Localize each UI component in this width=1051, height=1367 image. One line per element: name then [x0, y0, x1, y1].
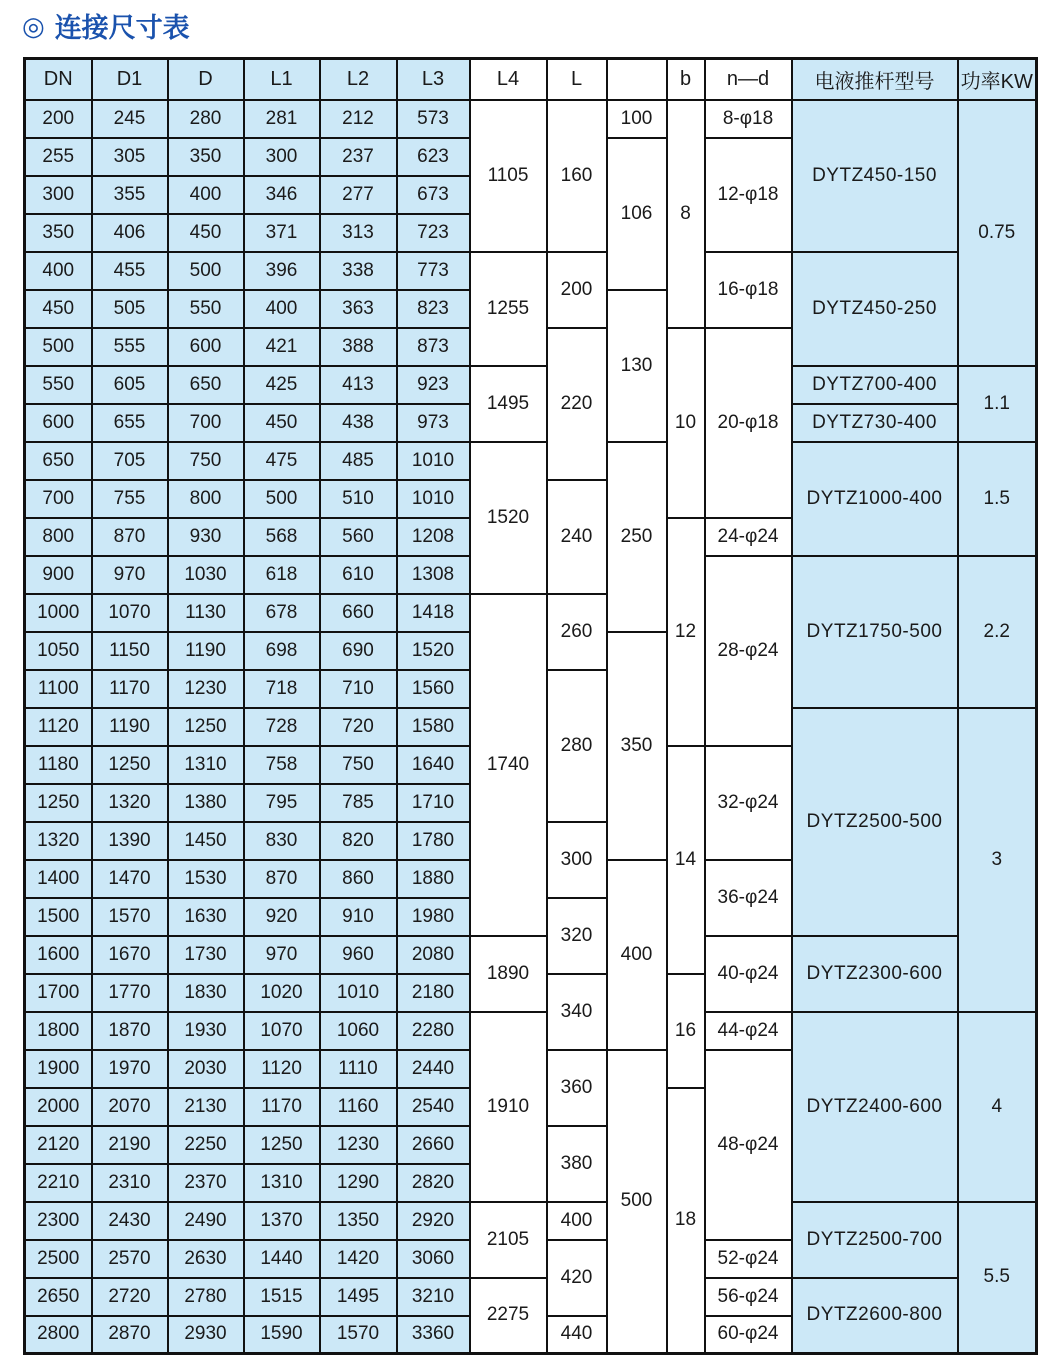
cell-d1: 1070: [92, 594, 168, 632]
cell-dn: 2500: [25, 1240, 92, 1278]
cell-l1: 1120: [244, 1050, 320, 1088]
cell-model: DYTZ2600-800: [792, 1278, 958, 1354]
cell-l1: 568: [244, 518, 320, 556]
cell-l1: 346: [244, 176, 320, 214]
cell-b: 14: [667, 746, 705, 974]
cell-d: 800: [168, 480, 244, 518]
cell-dn: 400: [25, 252, 92, 290]
cell-l3: 1010: [397, 480, 470, 518]
cell-dn: 1320: [25, 822, 92, 860]
cell-dn: 1180: [25, 746, 92, 784]
cell-l3: 623: [397, 138, 470, 176]
cell-d: 2930: [168, 1316, 244, 1354]
cell-dn: 600: [25, 404, 92, 442]
cell-l3: 1780: [397, 822, 470, 860]
column-header-nd: n—d: [705, 59, 792, 100]
cell-nd: 24-φ24: [705, 518, 792, 556]
header-row: [25, 59, 1037, 100]
cell-dn: 800: [25, 518, 92, 556]
cell-b: 16: [667, 974, 705, 1088]
cell-l: 360: [547, 1050, 607, 1126]
column-header-l: L: [547, 59, 607, 100]
table-row: [25, 1202, 1037, 1240]
cell-nd: 56-φ24: [705, 1278, 792, 1316]
table-row: [25, 442, 1037, 480]
cell-l2: 313: [320, 214, 397, 252]
cell-power: 4: [958, 1012, 1037, 1202]
cell-l: 440: [547, 1316, 607, 1354]
cell-l3: 573: [397, 100, 470, 138]
cell-l2: 785: [320, 784, 397, 822]
cell-l2: 610: [320, 556, 397, 594]
cell-model: DYTZ2500-500: [792, 708, 958, 936]
cell-l1: 396: [244, 252, 320, 290]
cell-b: 10: [667, 328, 705, 518]
column-header-d: D: [168, 59, 244, 100]
page-title: [22, 6, 190, 45]
cell-d1: 2720: [92, 1278, 168, 1316]
cell-dn: 1500: [25, 898, 92, 936]
table-row: [25, 100, 1037, 138]
cell-dn: 1250: [25, 784, 92, 822]
column-header-b: b: [667, 59, 705, 100]
cell-model: DYTZ1750-500: [792, 556, 958, 708]
cell-dn: 2800: [25, 1316, 92, 1354]
cell-d: 1380: [168, 784, 244, 822]
cell-dn: 1800: [25, 1012, 92, 1050]
cell-l: 400: [547, 1202, 607, 1240]
table-row: [25, 936, 1037, 974]
cell-l2: 413: [320, 366, 397, 404]
cell-l2: 710: [320, 670, 397, 708]
cell-l4: 1105: [470, 100, 547, 252]
cell-l1: 400: [244, 290, 320, 328]
cell-l2: 1160: [320, 1088, 397, 1126]
cell-dn: 1120: [25, 708, 92, 746]
table-row: [25, 366, 1037, 404]
cell-l3: 773: [397, 252, 470, 290]
cell-dn: 550: [25, 366, 92, 404]
cell-d1: 755: [92, 480, 168, 518]
cell-l1: 1310: [244, 1164, 320, 1202]
cell-dn: 700: [25, 480, 92, 518]
cell-l1: 500: [244, 480, 320, 518]
cell-l4: 1740: [470, 594, 547, 936]
cell-model: DYTZ450-250: [792, 252, 958, 366]
cell-l2: 1010: [320, 974, 397, 1012]
cell-l3: 973: [397, 404, 470, 442]
cell-d: 2490: [168, 1202, 244, 1240]
cell-l: 240: [547, 480, 607, 594]
cell-d1: 1670: [92, 936, 168, 974]
cell-l1: 920: [244, 898, 320, 936]
cell-d1: 305: [92, 138, 168, 176]
cell-dn: 1400: [25, 860, 92, 898]
cell-nd: 12-φ18: [705, 138, 792, 252]
cell-d1: 1570: [92, 898, 168, 936]
table-row: [25, 252, 1037, 290]
cell-nd: 28-φ24: [705, 556, 792, 746]
cell-power: 1.5: [958, 442, 1037, 556]
cell-b: 12: [667, 518, 705, 746]
cell-l2: 485: [320, 442, 397, 480]
cell-l1: 618: [244, 556, 320, 594]
table-row: [25, 1278, 1037, 1316]
cell-l1: 970: [244, 936, 320, 974]
cell-h: 130: [607, 290, 667, 442]
cell-d: 1250: [168, 708, 244, 746]
cell-l2: 1110: [320, 1050, 397, 1088]
cell-d1: 1770: [92, 974, 168, 1012]
connection-dimensions-table: [23, 57, 1038, 1355]
cell-dn: 200: [25, 100, 92, 138]
cell-dn: 300: [25, 176, 92, 214]
cell-l: 200: [547, 252, 607, 328]
cell-l4: 1910: [470, 1012, 547, 1202]
cell-l: 340: [547, 974, 607, 1050]
cell-d: 750: [168, 442, 244, 480]
cell-l2: 338: [320, 252, 397, 290]
cell-dn: 1600: [25, 936, 92, 974]
cell-l: 420: [547, 1240, 607, 1316]
cell-dn: 2000: [25, 1088, 92, 1126]
cell-b: 8: [667, 100, 705, 328]
cell-d: 550: [168, 290, 244, 328]
column-header-l3: L3: [397, 59, 470, 100]
cell-l1: 300: [244, 138, 320, 176]
cell-b: 18: [667, 1088, 705, 1354]
cell-d: 2370: [168, 1164, 244, 1202]
cell-d1: 1970: [92, 1050, 168, 1088]
cell-l3: 1560: [397, 670, 470, 708]
cell-d: 1730: [168, 936, 244, 974]
cell-l1: 678: [244, 594, 320, 632]
cell-dn: 2650: [25, 1278, 92, 1316]
cell-l2: 1495: [320, 1278, 397, 1316]
cell-dn: 500: [25, 328, 92, 366]
cell-nd: 52-φ24: [705, 1240, 792, 1278]
cell-model: DYTZ2400-600: [792, 1012, 958, 1202]
cell-model: DYTZ730-400: [792, 404, 958, 442]
cell-d1: 1470: [92, 860, 168, 898]
cell-l3: 823: [397, 290, 470, 328]
cell-l3: 673: [397, 176, 470, 214]
cell-l: 220: [547, 328, 607, 480]
cell-dn: 255: [25, 138, 92, 176]
cell-nd: 8-φ18: [705, 100, 792, 138]
cell-l2: 1570: [320, 1316, 397, 1354]
cell-l1: 450: [244, 404, 320, 442]
cell-d: 400: [168, 176, 244, 214]
cell-l2: 1350: [320, 1202, 397, 1240]
cell-l2: 690: [320, 632, 397, 670]
cell-l3: 923: [397, 366, 470, 404]
cell-h: 100: [607, 100, 667, 138]
cell-d1: 1870: [92, 1012, 168, 1050]
cell-nd: 20-φ18: [705, 328, 792, 518]
cell-d: 600: [168, 328, 244, 366]
cell-d1: 1250: [92, 746, 168, 784]
column-header-d1: D1: [92, 59, 168, 100]
cell-l4: 1255: [470, 252, 547, 366]
cell-dn: 1900: [25, 1050, 92, 1088]
cell-d: 350: [168, 138, 244, 176]
cell-l2: 363: [320, 290, 397, 328]
cell-l3: 3360: [397, 1316, 470, 1354]
cell-l3: 1308: [397, 556, 470, 594]
cell-l1: 1370: [244, 1202, 320, 1240]
cell-l1: 718: [244, 670, 320, 708]
cell-l1: 1250: [244, 1126, 320, 1164]
cell-d: 2130: [168, 1088, 244, 1126]
cell-l: 380: [547, 1126, 607, 1202]
table-body: [25, 100, 1037, 1354]
cell-l3: 873: [397, 328, 470, 366]
cell-l3: 2080: [397, 936, 470, 974]
cell-l2: 1060: [320, 1012, 397, 1050]
cell-model: DYTZ450-150: [792, 100, 958, 252]
cell-d: 1030: [168, 556, 244, 594]
cell-l2: 212: [320, 100, 397, 138]
cell-l1: 1590: [244, 1316, 320, 1354]
cell-l3: 3210: [397, 1278, 470, 1316]
column-header-l1: L1: [244, 59, 320, 100]
cell-l1: 1440: [244, 1240, 320, 1278]
cell-d1: 1170: [92, 670, 168, 708]
cell-model: DYTZ2300-600: [792, 936, 958, 1012]
cell-nd: 48-φ24: [705, 1050, 792, 1240]
cell-d: 930: [168, 518, 244, 556]
cell-l3: 1640: [397, 746, 470, 784]
cell-model: DYTZ2500-700: [792, 1202, 958, 1278]
cell-l3: 2540: [397, 1088, 470, 1126]
cell-nd: 16-φ18: [705, 252, 792, 328]
cell-l3: 1980: [397, 898, 470, 936]
page-title-text: 连接尺寸表: [54, 13, 190, 43]
cell-l2: 660: [320, 594, 397, 632]
cell-l1: 371: [244, 214, 320, 252]
cell-dn: 1000: [25, 594, 92, 632]
cell-nd: 36-φ24: [705, 860, 792, 936]
cell-l3: 2820: [397, 1164, 470, 1202]
column-header-dn: DN: [25, 59, 92, 100]
cell-l1: 758: [244, 746, 320, 784]
bullseye-icon: ◎: [22, 10, 45, 41]
cell-dn: 2120: [25, 1126, 92, 1164]
cell-l2: 910: [320, 898, 397, 936]
cell-d1: 870: [92, 518, 168, 556]
cell-h: 250: [607, 442, 667, 632]
cell-dn: 2300: [25, 1202, 92, 1240]
cell-d1: 2870: [92, 1316, 168, 1354]
cell-l1: 421: [244, 328, 320, 366]
cell-power: 1.1: [958, 366, 1037, 442]
cell-l1: 1515: [244, 1278, 320, 1316]
cell-l4: 1890: [470, 936, 547, 1012]
cell-l3: 2180: [397, 974, 470, 1012]
cell-l3: 1710: [397, 784, 470, 822]
cell-l3: 2660: [397, 1126, 470, 1164]
column-header-l2: L2: [320, 59, 397, 100]
cell-d: 500: [168, 252, 244, 290]
cell-d: 1130: [168, 594, 244, 632]
cell-d1: 555: [92, 328, 168, 366]
cell-l2: 237: [320, 138, 397, 176]
cell-h: 500: [607, 1050, 667, 1354]
cell-d1: 505: [92, 290, 168, 328]
cell-d1: 705: [92, 442, 168, 480]
cell-l: 160: [547, 100, 607, 252]
cell-l1: 425: [244, 366, 320, 404]
cell-l4: 2275: [470, 1278, 547, 1354]
cell-dn: 1050: [25, 632, 92, 670]
cell-d: 700: [168, 404, 244, 442]
cell-l2: 860: [320, 860, 397, 898]
cell-model: DYTZ1000-400: [792, 442, 958, 556]
cell-d: 2780: [168, 1278, 244, 1316]
cell-d1: 1390: [92, 822, 168, 860]
cell-d1: 1320: [92, 784, 168, 822]
cell-d: 2250: [168, 1126, 244, 1164]
cell-l2: 720: [320, 708, 397, 746]
cell-d1: 2430: [92, 1202, 168, 1240]
table-row: [25, 1012, 1037, 1050]
cell-l3: 2280: [397, 1012, 470, 1050]
cell-d1: 2310: [92, 1164, 168, 1202]
cell-d: 1230: [168, 670, 244, 708]
cell-l2: 560: [320, 518, 397, 556]
cell-d: 1310: [168, 746, 244, 784]
cell-dn: 2210: [25, 1164, 92, 1202]
cell-d: 450: [168, 214, 244, 252]
column-header-l4: L4: [470, 59, 547, 100]
cell-l1: 281: [244, 100, 320, 138]
cell-l1: 728: [244, 708, 320, 746]
cell-power: 2.2: [958, 556, 1037, 708]
cell-l1: 795: [244, 784, 320, 822]
cell-l1: 830: [244, 822, 320, 860]
table-header: [25, 59, 1037, 100]
cell-d: 1830: [168, 974, 244, 1012]
cell-l: 320: [547, 898, 607, 974]
cell-l1: 870: [244, 860, 320, 898]
cell-dn: 900: [25, 556, 92, 594]
cell-d: 2630: [168, 1240, 244, 1278]
cell-dn: 650: [25, 442, 92, 480]
cell-d: 280: [168, 100, 244, 138]
cell-d1: 2570: [92, 1240, 168, 1278]
cell-nd: 40-φ24: [705, 936, 792, 1012]
cell-d1: 355: [92, 176, 168, 214]
cell-l1: 1020: [244, 974, 320, 1012]
cell-l2: 1420: [320, 1240, 397, 1278]
cell-power: 3: [958, 708, 1037, 1012]
cell-d1: 455: [92, 252, 168, 290]
cell-d: 1530: [168, 860, 244, 898]
cell-d: 1930: [168, 1012, 244, 1050]
cell-dn: 1100: [25, 670, 92, 708]
cell-l3: 1208: [397, 518, 470, 556]
cell-d1: 655: [92, 404, 168, 442]
cell-d: 1450: [168, 822, 244, 860]
cell-l1: 1070: [244, 1012, 320, 1050]
cell-d1: 970: [92, 556, 168, 594]
cell-l3: 2920: [397, 1202, 470, 1240]
cell-d1: 1150: [92, 632, 168, 670]
cell-l2: 820: [320, 822, 397, 860]
cell-power: 0.75: [958, 100, 1037, 366]
cell-l1: 475: [244, 442, 320, 480]
cell-d1: 245: [92, 100, 168, 138]
cell-l4: 1495: [470, 366, 547, 442]
cell-l2: 1230: [320, 1126, 397, 1164]
cell-d: 1190: [168, 632, 244, 670]
cell-l: 280: [547, 670, 607, 822]
column-header-power: 功率KW: [958, 59, 1037, 100]
cell-d1: 2070: [92, 1088, 168, 1126]
cell-dn: 350: [25, 214, 92, 252]
cell-l3: 1880: [397, 860, 470, 898]
cell-l2: 750: [320, 746, 397, 784]
cell-l: 300: [547, 822, 607, 898]
cell-nd: 44-φ24: [705, 1012, 792, 1050]
cell-h: 400: [607, 860, 667, 1050]
cell-h: 350: [607, 632, 667, 860]
column-header-h: [607, 59, 667, 100]
cell-dn: 1700: [25, 974, 92, 1012]
cell-l3: 1418: [397, 594, 470, 632]
cell-l3: 723: [397, 214, 470, 252]
cell-power: 5.5: [958, 1202, 1037, 1354]
cell-h: 106: [607, 138, 667, 290]
cell-l: 260: [547, 594, 607, 670]
cell-l3: 1580: [397, 708, 470, 746]
cell-d1: 605: [92, 366, 168, 404]
cell-l4: 1520: [470, 442, 547, 594]
column-header-model: 电液推杆型号: [792, 59, 958, 100]
cell-l2: 388: [320, 328, 397, 366]
cell-l2: 438: [320, 404, 397, 442]
cell-l3: 1010: [397, 442, 470, 480]
cell-l2: 960: [320, 936, 397, 974]
cell-d: 1630: [168, 898, 244, 936]
cell-l1: 698: [244, 632, 320, 670]
cell-l2: 1290: [320, 1164, 397, 1202]
cell-l4: 2105: [470, 1202, 547, 1278]
cell-l3: 1520: [397, 632, 470, 670]
cell-nd: 32-φ24: [705, 746, 792, 860]
cell-d1: 2190: [92, 1126, 168, 1164]
cell-nd: 60-φ24: [705, 1316, 792, 1354]
cell-l3: 3060: [397, 1240, 470, 1278]
cell-model: DYTZ700-400: [792, 366, 958, 404]
cell-l1: 1170: [244, 1088, 320, 1126]
cell-dn: 450: [25, 290, 92, 328]
cell-d: 2030: [168, 1050, 244, 1088]
cell-l3: 2440: [397, 1050, 470, 1088]
cell-d1: 406: [92, 214, 168, 252]
cell-d: 650: [168, 366, 244, 404]
cell-d1: 1190: [92, 708, 168, 746]
cell-l2: 510: [320, 480, 397, 518]
cell-l2: 277: [320, 176, 397, 214]
